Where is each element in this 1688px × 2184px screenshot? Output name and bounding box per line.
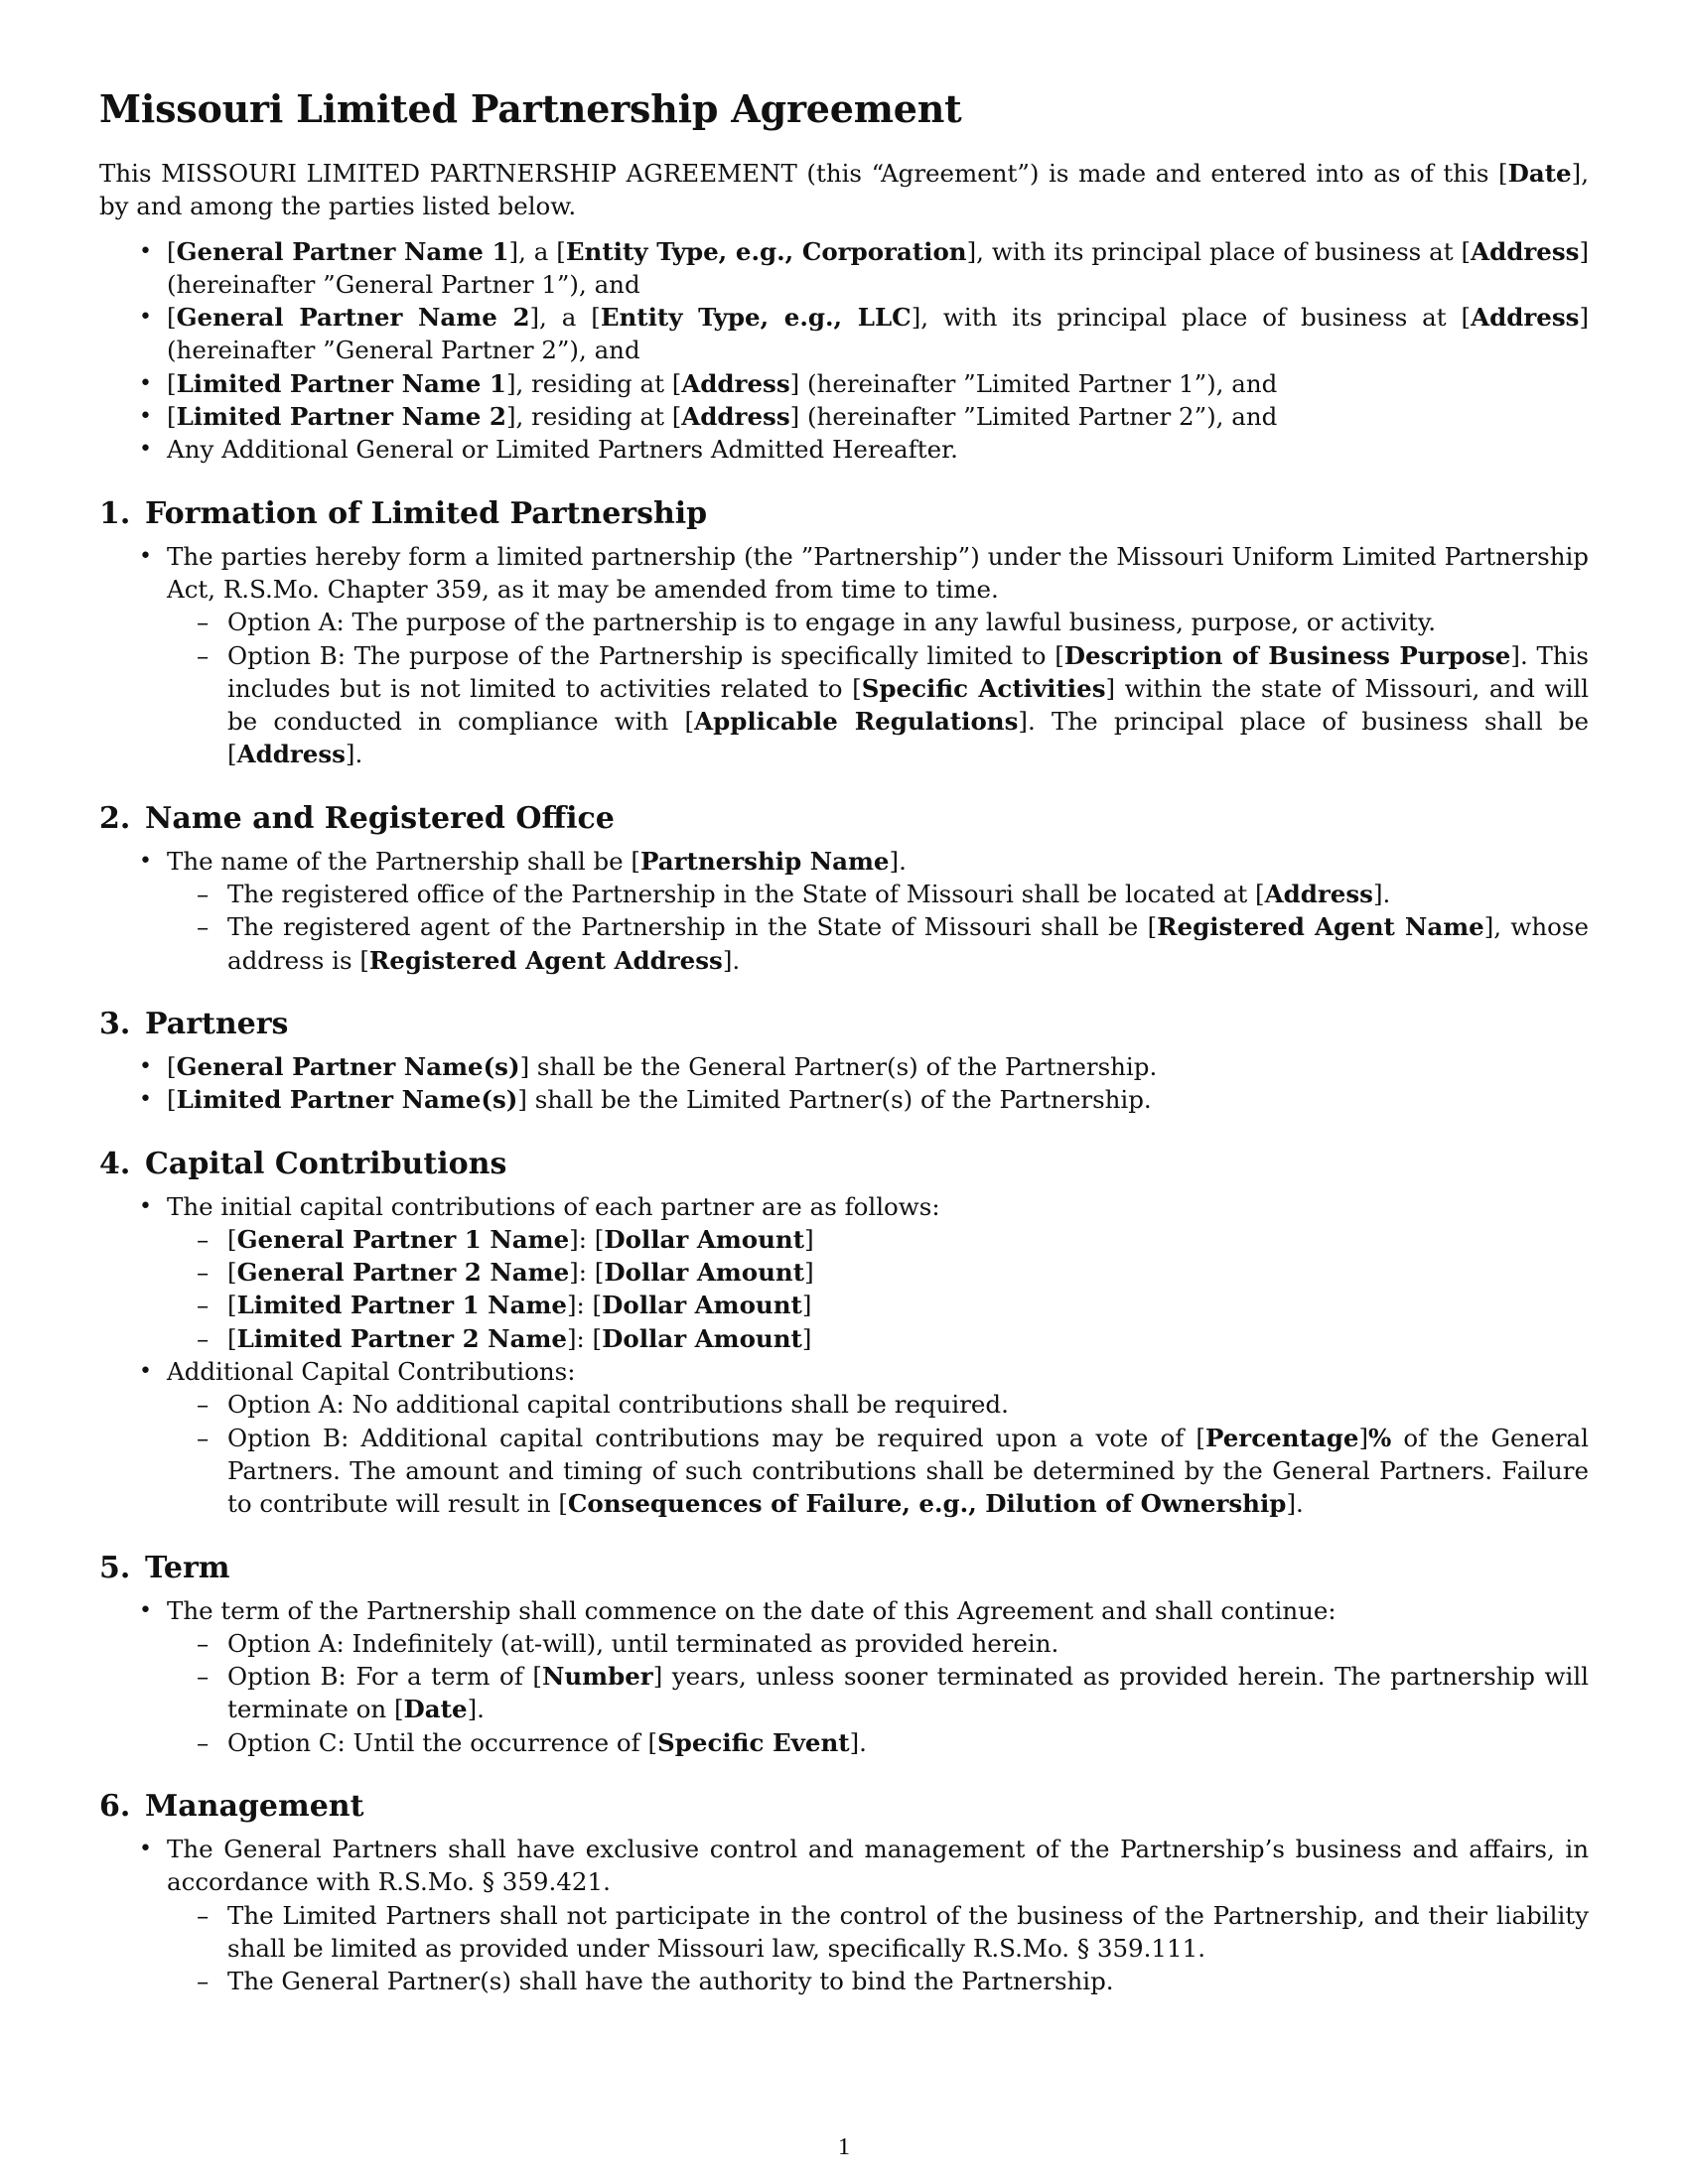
sub-list bbox=[167, 1899, 1589, 1998]
section-number: 4. bbox=[99, 1146, 131, 1181]
placeholder: Entity Type, e.g., LLC bbox=[600, 303, 912, 333]
placeholder: Specific Activities bbox=[861, 673, 1106, 703]
section-title: Partners bbox=[145, 1006, 289, 1041]
section-heading bbox=[99, 1145, 1589, 1184]
intro-text: ], by and among the parties listed below. bbox=[99, 159, 1589, 221]
list-item: • The name of the Partnership shall be [Partnership Name]. – The registered office of the Partnership in the State of Missouri shall be located at [Address]. – The registered agent of the Partnership in the State of Missouri shall be [Registered Agent Name], whose address is [Registered Agent Address]. bbox=[99, 845, 1589, 977]
option-item: – Option A: No additional capital contributions shall be required. bbox=[99, 1388, 1589, 1421]
sub-list bbox=[167, 1627, 1589, 1759]
section-title: Name and Registered Office bbox=[145, 800, 615, 836]
party-item: • [General Partner Name 1], a [Entity Type, e.g., Corporation], with its principal place of business at [Address] (hereinafter ”General Partner 1”), and bbox=[99, 235, 1589, 302]
placeholder: Description of Business Purpose bbox=[1063, 640, 1511, 670]
placeholder: Registered Agent Name bbox=[1157, 912, 1484, 942]
placeholder: Date bbox=[403, 1695, 468, 1724]
placeholder: Limited Partner Name 1 bbox=[176, 368, 506, 398]
parties-list bbox=[99, 235, 1589, 467]
placeholder: Specific Event bbox=[657, 1727, 850, 1757]
list-item: • The term of the Partnership shall commence on the date of this Agreement and shall continue: – Option A: Indefinitely (at-will), until terminated as provided herein. – Option B: For a term of [Number] years, unless sooner terminated as provided herein. The partnership will terminate on [Date]. – Option C: Until the occurrence of [Specific Event]. bbox=[99, 1594, 1589, 1759]
section-heading bbox=[99, 494, 1589, 534]
placeholder: Percentage bbox=[1204, 1423, 1359, 1452]
placeholder: Consequences of Failure, e.g., Dilution of Ownership bbox=[567, 1489, 1287, 1519]
section-list bbox=[99, 1833, 1589, 1997]
placeholder: Address bbox=[1471, 236, 1580, 266]
placeholder: General Partner 1 Name bbox=[236, 1224, 570, 1254]
placeholder: Limited Partner Name(s) bbox=[176, 1085, 518, 1115]
party-item: • [Limited Partner Name 2], residing at [Address] (hereinafter ”Limited Partner 2”), and bbox=[99, 400, 1589, 433]
option-item: – Option B: Additional capital contributions may be required upon a vote of [Percentage]% of the General Partners. The amount and timing of such contributions shall be determined by the General Partners. Failure to contribute will result in [Consequences of Failure, e.g., Dilution of Ownership]. bbox=[99, 1422, 1589, 1521]
sub-item: – The General Partner(s) shall have the authority to bind the Partnership. bbox=[99, 1965, 1589, 1997]
section-heading bbox=[99, 799, 1589, 839]
placeholder: Dollar Amount bbox=[604, 1224, 805, 1254]
contribution-item: – [Limited Partner 1 Name]: [Dollar Amount] bbox=[99, 1289, 1589, 1321]
placeholder: Limited Partner Name 2 bbox=[176, 402, 506, 432]
party-item: • [General Partner Name 2], a [Entity Type, e.g., LLC], with its principal place of business at [Address] (hereinafter ”General Partner 2”), and bbox=[99, 301, 1589, 367]
section-heading bbox=[99, 1005, 1589, 1044]
intro-paragraph bbox=[99, 157, 1589, 223]
document-title: Missouri Limited Partnership Agreement bbox=[99, 86, 962, 131]
contribution-item: – [General Partner 2 Name]: [Dollar Amount] bbox=[99, 1256, 1589, 1289]
placeholder: Dollar Amount bbox=[602, 1291, 802, 1320]
placeholder: Registered Agent Address bbox=[368, 945, 723, 975]
intro-text: This MISSOURI LIMITED PARTNERSHIP AGREEMENT (this “Agreement”) is made and entered into as of this [ bbox=[99, 159, 1508, 188]
contribution-item: – [Limited Partner 2 Name]: [Dollar Amount] bbox=[99, 1322, 1589, 1355]
placeholder: Address bbox=[681, 402, 790, 432]
section-title: Term bbox=[145, 1550, 230, 1585]
option-item: – Option B: For a term of [Number] years, unless sooner terminated as provided herein. The partnership will terminate on [Date]. bbox=[99, 1660, 1589, 1726]
list-item: • Additional Capital Contributions: – Option A: No additional capital contributions shall be required. – Option B: Additional capital contributions may be required upon a vote of [Percentage]% of the General Partners. The amount and timing of such contributions shall be determined by the General Partners. Failure to contribute will result in [Consequences of Failure, e.g., Dilution of Ownership]. bbox=[99, 1355, 1589, 1520]
placeholder: Address bbox=[681, 368, 790, 398]
placeholder: Partnership Name bbox=[639, 846, 890, 876]
section-title: Formation of Limited Partnership bbox=[145, 495, 708, 531]
placeholder: Number bbox=[541, 1662, 653, 1692]
section-number: 1. bbox=[99, 495, 131, 531]
placeholder: General Partner Name 2 bbox=[176, 303, 530, 333]
placeholder: Dollar Amount bbox=[602, 1323, 802, 1353]
section-list bbox=[99, 1190, 1589, 1521]
section-list bbox=[99, 1050, 1589, 1117]
sub-item: – The Limited Partners shall not participate in the control of the business of the Partnership, and their liability shall be limited as provided under Missouri law, specifically R.S.Mo. § 359.111. bbox=[99, 1899, 1589, 1966]
section-title: Management bbox=[145, 1788, 364, 1824]
placeholder: Dollar Amount bbox=[604, 1258, 805, 1288]
sub-list bbox=[167, 878, 1589, 977]
option-item: – Option A: The purpose of the partnership is to engage in any lawful business, purpose, or activity. bbox=[99, 606, 1589, 638]
sub-item: – The registered office of the Partnership in the State of Missouri shall be located at [Address]. bbox=[99, 878, 1589, 910]
option-item: – Option C: Until the occurrence of [Specific Event]. bbox=[99, 1726, 1589, 1759]
page-number: 1 bbox=[838, 2134, 850, 2160]
list-item: • The General Partners shall have exclusive control and management of the Partnership’s business and affairs, in accordance with R.S.Mo. § 359.421. – The Limited Partners shall not participate in the control of the business of the Partnership, and their liability shall be limited as provided under Missouri law, specifically R.S.Mo. § 359.111. – The General Partner(s) shall have the authority to bind the Partnership. bbox=[99, 1833, 1589, 1997]
list-item: • The parties hereby form a limited partnership (the ”Partnership”) under the Missouri Uniform Limited Partnership Act, R.S.Mo. Chapter 359, as it may be amended from time to time. – Option A: The purpose of the partnership is to engage in any lawful business, purpose, or activity. – Option B: The purpose of the Partnership is specifically limited to [Description of Business Purpose]. This includes but is not limited to activities related to [Specific Activities] within the state of Missouri, and will be conducted in compliance with [Applicable Regulations]. The principal place of business shall be [Address]. bbox=[99, 540, 1589, 771]
placeholder: General Partner 2 Name bbox=[236, 1258, 570, 1288]
section-number: 3. bbox=[99, 1006, 131, 1041]
section-number: 5. bbox=[99, 1550, 131, 1585]
placeholder-date: Date bbox=[1507, 159, 1572, 188]
option-item: – Option A: Indefinitely (at-will), until terminated as provided herein. bbox=[99, 1627, 1589, 1660]
placeholder: Limited Partner 1 Name bbox=[236, 1291, 567, 1320]
section-number: 2. bbox=[99, 800, 131, 836]
sub-list bbox=[167, 1388, 1589, 1520]
section-list bbox=[99, 540, 1589, 771]
section-number: 6. bbox=[99, 1788, 131, 1824]
placeholder: % bbox=[1368, 1423, 1392, 1452]
list-item: • [General Partner Name(s)] shall be the General Partner(s) of the Partnership. bbox=[99, 1050, 1589, 1083]
party-item: • [Limited Partner Name 1], residing at [Address] (hereinafter ”Limited Partner 1”), and bbox=[99, 367, 1589, 400]
section-heading bbox=[99, 1549, 1589, 1588]
placeholder: Applicable Regulations bbox=[694, 707, 1019, 737]
list-item: • The initial capital contributions of each partner are as follows: – [General Partner 1 Name]: [Dollar Amount] – [General Partner 2 Name]: [Dollar Amount] – [Limited Partner 1 Name]: [Dollar Amount] – [Limited Partner 2 Name]: [Dollar Amount] bbox=[99, 1190, 1589, 1355]
sub-list bbox=[167, 606, 1589, 770]
party-item: • Any Additional General or Limited Partners Admitted Hereafter. bbox=[99, 433, 1589, 466]
placeholder: General Partner Name 1 bbox=[176, 236, 509, 266]
list-item: • [Limited Partner Name(s)] shall be the Limited Partner(s) of the Partnership. bbox=[99, 1083, 1589, 1116]
placeholder: General Partner Name(s) bbox=[176, 1051, 520, 1081]
section-list bbox=[99, 845, 1589, 977]
option-item: – Option B: The purpose of the Partnership is specifically limited to [Description of Business Purpose]. This includes but is not limited to activities related to [Specific Activities] within the state of Missouri, and will be conducted in compliance with [Applicable Regulations]. The principal place of business shall be [Address]. bbox=[99, 639, 1589, 771]
section-list bbox=[99, 1594, 1589, 1759]
placeholder: Address bbox=[1471, 303, 1580, 333]
placeholder: Entity Type, e.g., Corporation bbox=[565, 236, 967, 266]
section-heading bbox=[99, 1787, 1589, 1827]
contribution-item: – [General Partner 1 Name]: [Dollar Amount] bbox=[99, 1223, 1589, 1256]
sub-item: – The registered agent of the Partnership in the State of Missouri shall be [Registered Agent Name], whose address is [Registered Agent Address]. bbox=[99, 910, 1589, 977]
placeholder: Address bbox=[236, 740, 346, 769]
placeholder: Limited Partner 2 Name bbox=[236, 1323, 567, 1353]
section-title: Capital Contributions bbox=[145, 1146, 507, 1181]
placeholder: Address bbox=[1264, 880, 1373, 909]
contributions-list bbox=[167, 1223, 1589, 1355]
